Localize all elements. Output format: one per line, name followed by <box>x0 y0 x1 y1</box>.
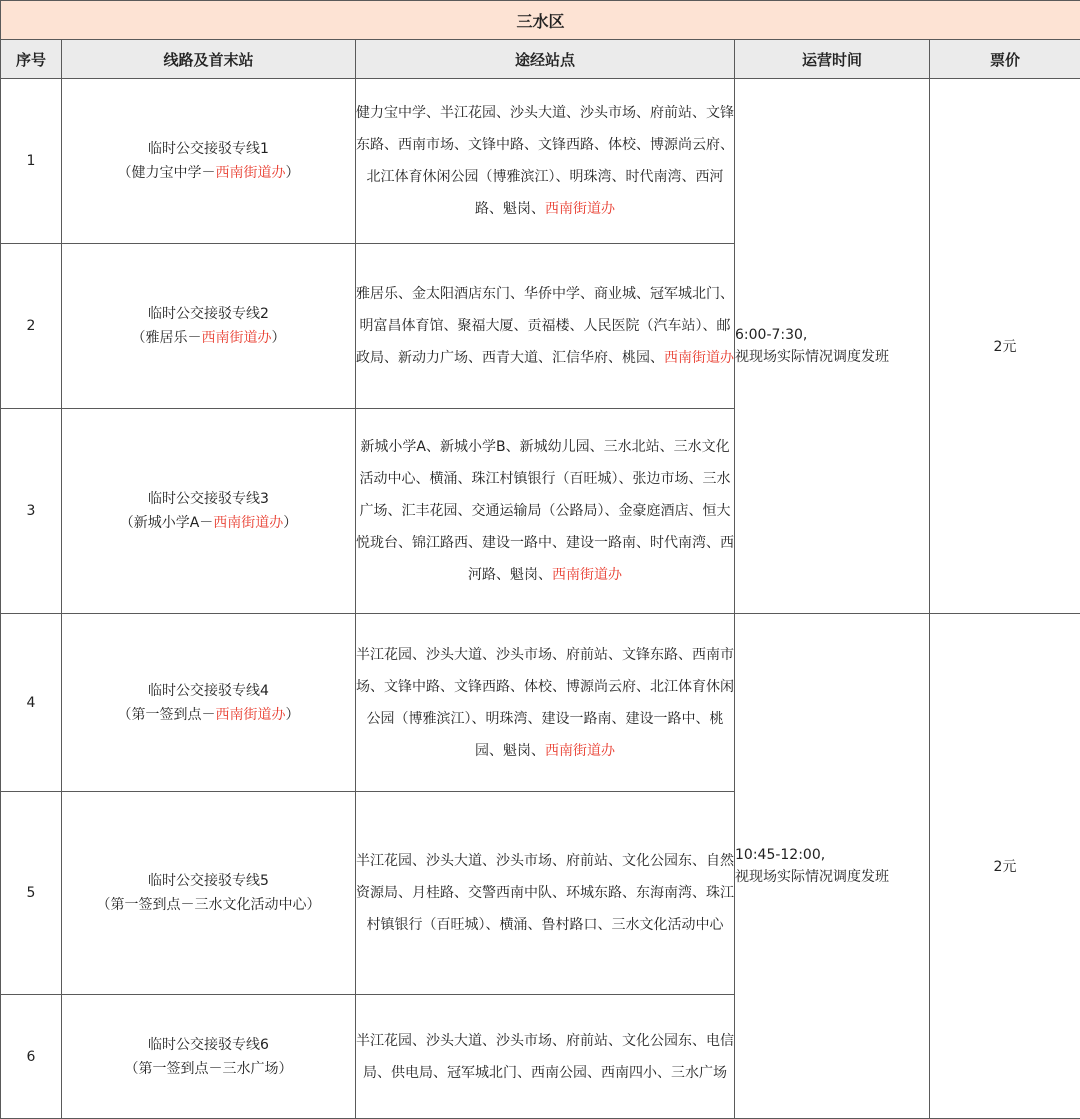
hours-time: 10:45-12:00, <box>735 844 929 866</box>
stops-list: 半江花园、沙头大道、沙头市场、府前站、文化公园东、自然资源局、月桂路、交警西南中队、环城东路、东海南湾、珠江村镇银行（百旺城）、横涌、鲁村路口、三水文化活动中心 <box>356 853 734 933</box>
header-route: 线路及首末站 <box>62 40 356 79</box>
terminal-close: ） <box>272 330 286 346</box>
route-terminals <box>62 326 355 350</box>
terminal-start: （第一签到点－三水文化活动中心） <box>97 897 321 913</box>
stops-list: 健力宝中学、半江花园、沙头大道、沙头市场、府前站、文锋东路、西南市场、文锋中路、文锋西路、体校、博源尚云府、北江体育休闲公园（博雅滨江）、明珠湾、时代南湾、西河路、魁岗、 <box>356 105 734 217</box>
route-terminals <box>62 893 355 917</box>
row-index: 6 <box>1 995 62 1119</box>
route-terminals <box>62 511 355 535</box>
stops-terminal: 西南街道办 <box>545 201 615 217</box>
stops-cell <box>356 792 735 995</box>
price-cell: 2元 <box>930 614 1080 1119</box>
terminal-end: 西南街道办 <box>216 707 286 723</box>
header-hours: 运营时间 <box>735 40 930 79</box>
header-stops: 途经站点 <box>356 40 735 79</box>
route-name: 临时公交接驳专线3 <box>62 487 355 511</box>
header-index: 序号 <box>1 40 62 79</box>
stops-list: 雅居乐、金太阳酒店东门、华侨中学、商业城、冠军城北门、明富昌体育馆、聚福大厦、贡福楼、人民医院（汽车站）、邮政局、新动力广场、西青大道、汇信华府、桃园、 <box>356 286 734 366</box>
route-name: 临时公交接驳专线4 <box>62 679 355 703</box>
route-terminals <box>62 161 355 185</box>
hours-cell <box>735 614 930 1119</box>
route-cell <box>62 614 356 792</box>
stops-cell <box>356 995 735 1119</box>
header-price: 票价 <box>930 40 1080 79</box>
hours-cell <box>735 79 930 614</box>
terminal-end: 西南街道办 <box>202 330 272 346</box>
stops-cell <box>356 244 735 409</box>
row-index: 2 <box>1 244 62 409</box>
hours-note: 视现场实际情况调度发班 <box>735 346 929 368</box>
route-name: 临时公交接驳专线2 <box>62 302 355 326</box>
row-index: 4 <box>1 614 62 792</box>
terminal-end: 西南街道办 <box>213 515 283 531</box>
route-cell <box>62 409 356 614</box>
terminal-start: （新城小学A－ <box>120 515 214 531</box>
route-name: 临时公交接驳专线6 <box>62 1033 355 1057</box>
terminal-close: ） <box>286 165 300 181</box>
terminal-end: 西南街道办 <box>216 165 286 181</box>
row-index: 1 <box>1 79 62 244</box>
table-row <box>1 614 1080 792</box>
terminal-close: ） <box>286 707 300 723</box>
route-name: 临时公交接驳专线5 <box>62 869 355 893</box>
stops-list: 半江花园、沙头大道、沙头市场、府前站、文化公园东、电信局、供电局、冠军城北门、西南公园、西南四小、三水广场 <box>356 1033 734 1081</box>
terminal-start: （雅居乐－ <box>132 330 202 346</box>
route-cell <box>62 244 356 409</box>
stops-cell <box>356 614 735 792</box>
hours-note: 视现场实际情况调度发班 <box>735 866 929 888</box>
route-terminals <box>62 703 355 727</box>
hours-time: 6:00-7:30, <box>735 324 929 346</box>
stops-terminal: 西南街道办 <box>545 743 615 759</box>
terminal-start: （第一签到点－ <box>118 707 216 723</box>
table-title: 三水区 <box>1 1 1080 40</box>
terminal-start: （第一签到点－三水广场） <box>125 1061 293 1077</box>
stops-list: 半江花园、沙头大道、沙头市场、府前站、文锋东路、西南市场、文锋中路、文锋西路、体校、博源尚云府、北江体育休闲公园（博雅滨江）、明珠湾、建设一路南、建设一路中、桃园、魁岗、 <box>356 647 734 759</box>
route-cell <box>62 792 356 995</box>
route-cell <box>62 79 356 244</box>
route-cell <box>62 995 356 1119</box>
stops-cell <box>356 409 735 614</box>
row-index: 3 <box>1 409 62 614</box>
table-header-row <box>1 40 1080 79</box>
table-title-row <box>1 1 1080 40</box>
stops-terminal: 西南街道办 <box>664 350 734 366</box>
route-name: 临时公交接驳专线1 <box>62 137 355 161</box>
price-cell: 2元 <box>930 79 1080 614</box>
stops-terminal: 西南街道办 <box>552 567 622 583</box>
route-terminals <box>62 1057 355 1081</box>
terminal-start: （健力宝中学－ <box>118 165 216 181</box>
stops-cell <box>356 79 735 244</box>
table-row <box>1 79 1080 244</box>
row-index: 5 <box>1 792 62 995</box>
stops-list: 新城小学A、新城小学B、新城幼儿园、三水北站、三水文化活动中心、横涌、珠江村镇银行（百旺城）、张边市场、三水广场、汇丰花园、交通运输局（公路局）、金豪庭酒店、恒大悦珑台、锦江路西、建设一路中、建设一路南、时代南湾、西河路、魁岗、 <box>356 439 734 583</box>
terminal-close: ） <box>283 515 297 531</box>
